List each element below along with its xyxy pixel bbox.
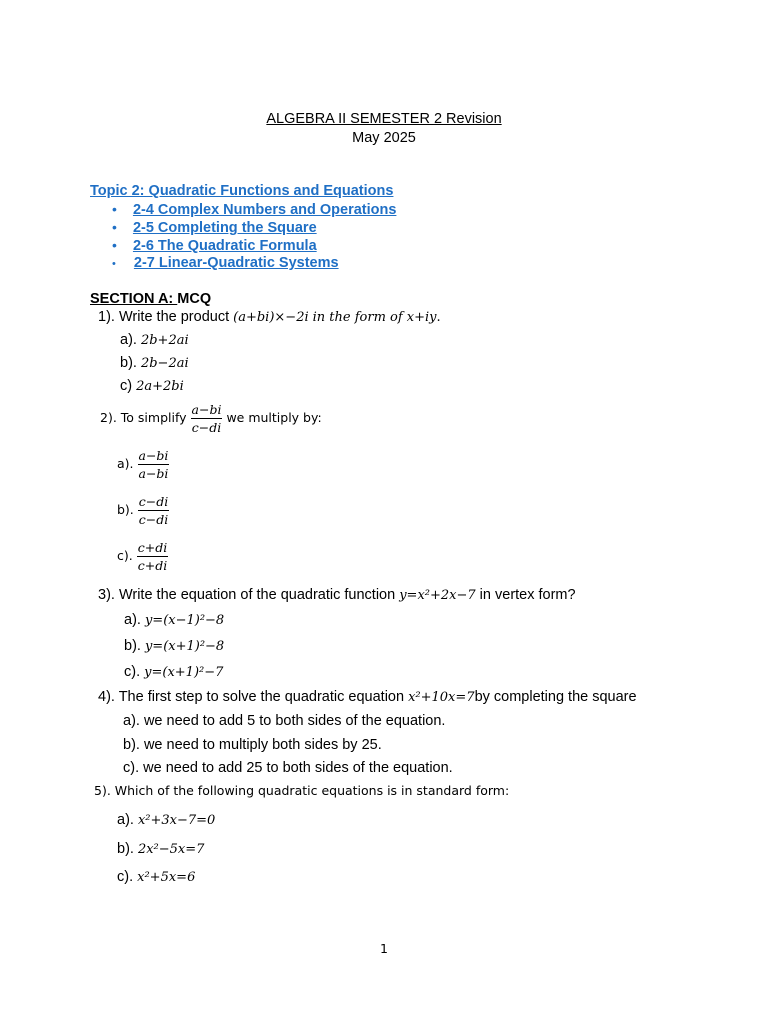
option-2b[interactable]: b). $\frac{c-di}{c-di}$ bbox=[117, 494, 169, 527]
page-number: 1 bbox=[380, 941, 388, 956]
option-5b[interactable]: b). 2x²−5x=7 bbox=[117, 841, 205, 857]
option-3a[interactable]: a). y=(x−1)²−8 bbox=[124, 612, 225, 628]
fraction: $\frac{c+di}{c+di}$ bbox=[137, 540, 168, 573]
bullet-icon: • bbox=[112, 219, 117, 235]
document-date: May 2025 bbox=[352, 130, 416, 146]
bullet-icon: • bbox=[112, 258, 116, 270]
question-1: 1). Write the product (a+bi)×−2i in the form of x+iy. bbox=[98, 309, 441, 325]
option-2c[interactable]: c). $\frac{c+di}{c+di}$ bbox=[117, 540, 168, 573]
option-1a[interactable]: a). 2b+2ai bbox=[120, 332, 189, 348]
document-title: ALGEBRA II SEMESTER 2 Revision bbox=[266, 111, 502, 127]
topic-heading[interactable]: Topic 2: Quadratic Functions and Equations bbox=[90, 183, 394, 199]
topic-list-item bbox=[112, 201, 396, 218]
option-4c[interactable]: c). we need to add 25 to both sides of the equation. bbox=[123, 760, 453, 776]
option-3c[interactable]: c). y=(x+1)²−7 bbox=[124, 664, 224, 680]
question-5: 5). Which of the following quadratic equations is in standard form: bbox=[94, 783, 510, 798]
option-5a[interactable]: a). x²+3x−7=0 bbox=[117, 812, 216, 828]
topic-list-item bbox=[112, 237, 317, 254]
math-expression: (a+bi)×−2i bbox=[233, 310, 309, 325]
fraction: $\frac{a-bi}{c-di}$ bbox=[191, 402, 222, 435]
topic-list-item bbox=[112, 255, 339, 271]
option-5c[interactable]: c). x²+5x=6 bbox=[117, 869, 196, 885]
topic-link[interactable]: 2-4 Complex Numbers and Operations bbox=[132, 202, 397, 218]
math-expression: x²+10x=7 bbox=[408, 690, 475, 705]
bullet-icon: • bbox=[112, 201, 117, 217]
option-3b[interactable]: b). y=(x+1)²−8 bbox=[124, 638, 225, 654]
option-4a[interactable]: a). we need to add 5 to both sides of the equation. bbox=[123, 713, 446, 729]
bullet-icon: • bbox=[112, 237, 117, 253]
section-heading: SECTION A: MCQ bbox=[90, 291, 212, 307]
topic-link[interactable]: 2-6 The Quadratic Formula bbox=[132, 238, 317, 254]
option-1b[interactable]: b). 2b−2ai bbox=[120, 355, 189, 371]
fraction: $\frac{a-bi}{a-bi}$ bbox=[138, 448, 169, 481]
option-4b[interactable]: b). we need to multiply both sides by 25. bbox=[123, 737, 382, 753]
question-4: 4). The first step to solve the quadratic equation x²+10x=7by completing the square bbox=[98, 689, 637, 705]
question-2: 2). To simplify $\frac{a-bi}{c-di}$ we multiply by: bbox=[100, 402, 322, 435]
fraction: $\frac{c-di}{c-di}$ bbox=[138, 494, 169, 527]
option-2a[interactable]: a). $\frac{a-bi}{a-bi}$ bbox=[117, 448, 169, 481]
topic-link[interactable]: 2-5 Completing the Square bbox=[132, 220, 317, 236]
math-expression: y=x²+2x−7 bbox=[399, 588, 476, 603]
topic-list-item bbox=[112, 219, 317, 236]
topic-link[interactable]: 2-7 Linear-Quadratic Systems bbox=[133, 255, 339, 271]
question-3: 3). Write the equation of the quadratic function y=x²+2x−7 in vertex form? bbox=[98, 587, 576, 603]
option-1c[interactable]: c) 2a+2bi bbox=[120, 378, 184, 394]
